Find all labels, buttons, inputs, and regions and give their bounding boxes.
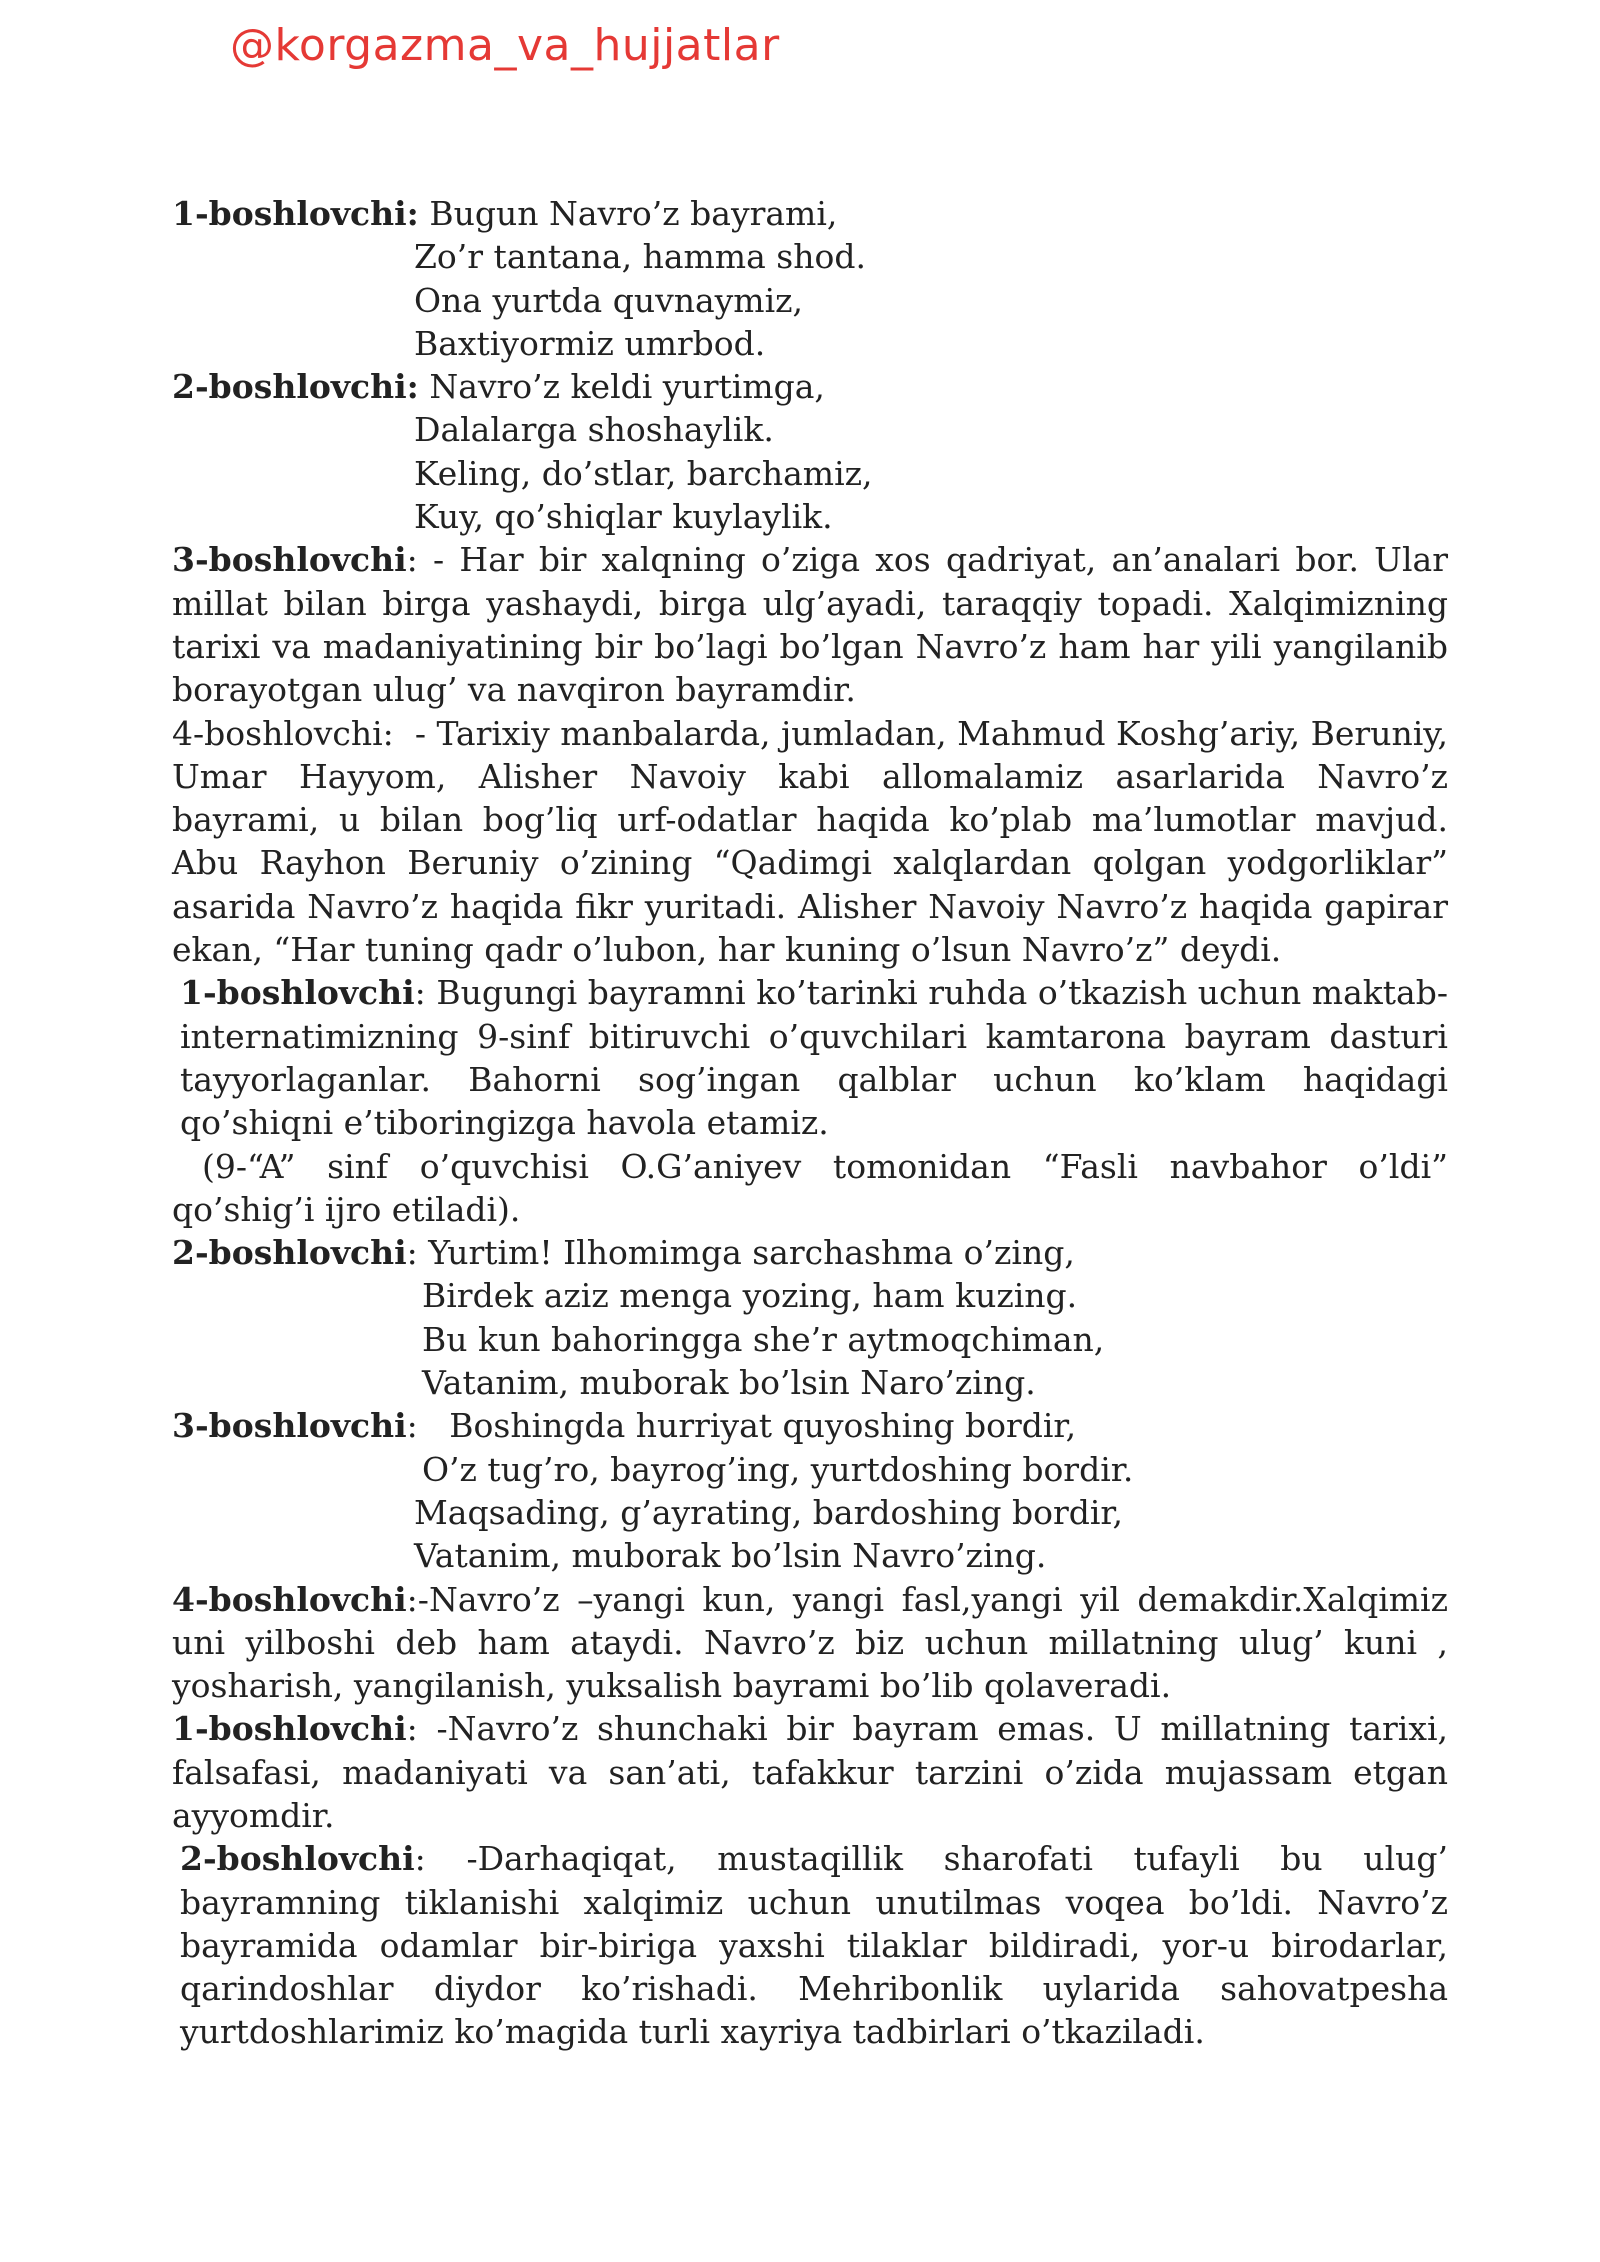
verse-line: Bu kun bahoringga she’r aytmoqchiman, [422, 1319, 1105, 1359]
verse-line: Maqsading, g’ayrating, bardoshing bordir, [414, 1492, 1124, 1532]
verse-block-4 [172, 1404, 1448, 1577]
paragraph [172, 538, 1448, 711]
verse-line: Yurtim! Ilhomimga sarchashma o’zing, [428, 1233, 1075, 1273]
speaker-label: 4-boshlovchi [172, 1579, 407, 1619]
verse-line: Zo’r tantana, hamma shod. [414, 237, 866, 277]
verse-block-3 [172, 1231, 1448, 1404]
speaker-separator: : [406, 540, 418, 580]
verse-line: Birdek aziz menga yozing, ham kuzing. [422, 1276, 1078, 1316]
speaker-label: 4-boshlovchi: [172, 713, 394, 753]
verse-line: Boshingda hurriyat quyoshing bordir, [449, 1406, 1077, 1446]
speaker-separator: : [414, 973, 426, 1013]
verse-line: Vatanim, muborak bo’lsin Navro’zing. [414, 1536, 1047, 1576]
verse-line: Dalalarga shoshaylik. [414, 410, 774, 450]
paragraph-text: - Har bir xalqning o’ziga xos qadriyat, an’analari bor. Ular millat bilan birga yashaydi, birga ulg’ayadi, taraqqiy topadi. Xalqimizning tarixi va madaniyatining bir bo’lagi bo’lgan Navro’z ham har yili yangilanib borayotgan ulug’ va navqiron bayramdir. [172, 540, 1448, 710]
verse-line: Kuy, qo’shiqlar kuylaylik. [414, 497, 833, 537]
paragraph-text: -Darhaqiqat, mustaqillik sharofati tufayli bu ulug’ bayramning tiklanishi xalqimiz uchun unutilmas voqea bo’ldi. Navro’z bayramida odamlar bir-biriga yaxshi tilaklar bildiradi, yor-u birodarlar, qarindoshlar diydor ko’rishadi. Mehribonlik uylarida sahovatpesha yurtdoshlarimiz ko’magida turli xayriya tadbirlari o’tkaziladi. [180, 1839, 1448, 2052]
verse-block-2 [172, 365, 1448, 538]
speaker-label: 2-boshlovchi [180, 1839, 415, 1879]
paragraph-text: -Navro’z –yangi kun, yangi fasl,yangi yil demakdir.Xalqimiz uni yilboshi deb ham ataydi. Navro’z biz uchun millatning ulug’ kuni , yosharish, yangilanish, yuksalish bayrami bo’lib qolaveradi. [172, 1579, 1448, 1706]
verse-block-1 [172, 192, 1448, 365]
speaker-label: 3-boshlovchi [172, 1406, 407, 1446]
verse-line: Baxtiyormiz umrbod. [414, 323, 766, 363]
verse-line: Ona yurtda quvnaymiz, [414, 280, 804, 320]
speaker-separator: : [406, 1406, 418, 1446]
verse-line: Navro’z keldi yurtimga, [429, 367, 825, 407]
paragraph [172, 1837, 1448, 2053]
speaker-label: 3-boshlovchi [172, 540, 407, 580]
verse-line: Keling, do’stlar, barchamiz, [414, 453, 873, 493]
speaker-separator: : [414, 1839, 426, 1879]
paragraph [172, 1578, 1448, 1708]
speaker-separator: : [406, 1709, 418, 1749]
verse-line: Vatanim, muborak bo’lsin Naro’zing. [422, 1363, 1036, 1403]
paragraph [172, 971, 1448, 1144]
speaker-label: 1-boshlovchi [172, 1709, 407, 1749]
document-body [172, 192, 1448, 2054]
speaker-separator: : [406, 1579, 418, 1619]
speaker-separator: : [406, 1233, 418, 1273]
speaker-label: 2-boshlovchi [172, 1233, 407, 1273]
verse-line: Bugun Navro’z bayrami, [429, 194, 838, 233]
speaker-label: 1-boshlovchi: [172, 194, 419, 233]
paragraph [172, 712, 1448, 972]
paragraph-text: - Tarixiy manbalarda, jumladan, Mahmud Koshg’ariy, Beruniy, Umar Hayyom, Alisher Navoiy kabi allomalamiz asarlarida Navro’z bayrami, u bilan bog’liq urf-odatlar haqida ko’plab ma’lumotlar mavjud. Abu Rayhon Beruniy o’zining “Qadimgi xalqlardan qolgan yodgorliklar” asarida Navro’z haqida fikr yuritadi. Alisher Navoiy Navro’z haqida gapirar ekan, “Har tuning qadr o’lubon, har kuning o’lsun Navro’z” deydi. [172, 713, 1448, 970]
watermark-text: @korgazma_va_hujjatlar [230, 20, 780, 71]
verse-line: O’z tug’ro, bayrog’ing, yurtdoshing bordir. [422, 1449, 1134, 1489]
speaker-label: 1-boshlovchi [180, 973, 415, 1013]
stage-direction: (9-“A” sinf o’quvchisi O.G’aniyev tomonidan “Fasli navbahor o’ldi” qo’shig’i ijro etiladi). [172, 1146, 1448, 1229]
paragraph-text: -Navro’z shunchaki bir bayram emas. U millatning tarixi, falsafasi, madaniyati va san’ati, tafakkur tarzini o’zida mujassam etgan ayyomdir. [172, 1709, 1448, 1835]
paragraph-text: Bugungi bayramni ko’tarinki ruhda o’tkazish uchun maktab-internatimizning 9-sinf bitiruvchi o’quvchilari kamtarona bayram dasturi tayyorlaganlar. Bahorni sog’ingan qalblar uchun ko’klam haqidagi qo’shiqni e’tiboringizga havola etamiz. [180, 973, 1448, 1143]
speaker-label: 2-boshlovchi: [172, 367, 419, 407]
paragraph [172, 1707, 1448, 1837]
